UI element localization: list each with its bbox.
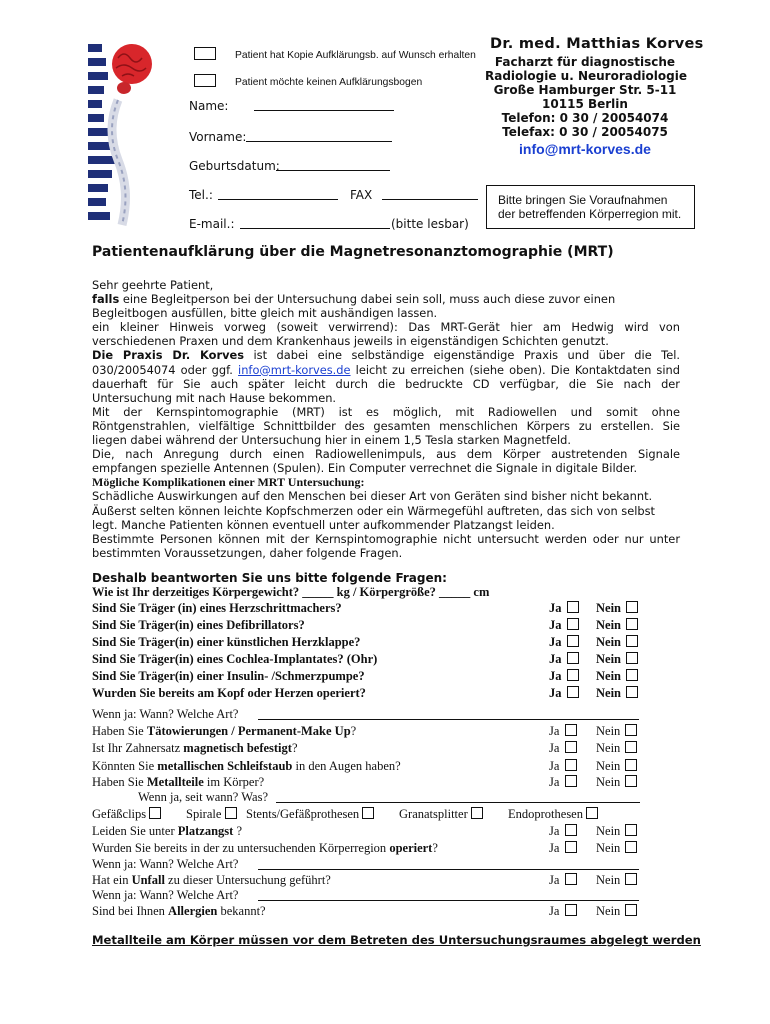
- nein-option[interactable]: Nein: [596, 741, 637, 756]
- nein-option[interactable]: Nein: [596, 775, 637, 790]
- nein-option[interactable]: Nein: [596, 635, 638, 650]
- endo-checkbox[interactable]: [586, 807, 598, 819]
- nein-checkbox[interactable]: [626, 635, 638, 647]
- when-what-field[interactable]: [258, 900, 639, 901]
- intro-line: Schädliche Auswirkungen auf den Menschen bei dieser Art von Geräten sind bisher nicht bekannt.: [92, 489, 653, 504]
- intro-line: dauerhaft für Sie auch später leicht durch die bedruckte CD verfügbar, die Sie nach der: [92, 376, 680, 391]
- nein-checkbox[interactable]: [625, 724, 637, 736]
- implant-granat[interactable]: Granatsplitter: [399, 807, 483, 822]
- intro-line: Untersuchung mit nach Hause bekommen.: [92, 390, 337, 405]
- vorname-field[interactable]: [246, 141, 392, 142]
- when-what-label: Wenn ja: Wann? Welche Art?: [92, 857, 239, 871]
- ja-option[interactable]: Ja: [549, 652, 579, 667]
- implant-clips[interactable]: Gefäßclips: [92, 807, 161, 822]
- intro-line: Die, nach Anregung durch einen Radiowellenimpuls, aus dem Körper austretenden Signale: [92, 447, 680, 462]
- tel-label: Tel.:: [189, 188, 213, 202]
- nein-checkbox[interactable]: [625, 873, 637, 885]
- when-what-label: Wenn ja: Wann? Welche Art?: [92, 707, 239, 721]
- ja-option[interactable]: Ja: [549, 724, 577, 739]
- ja-checkbox[interactable]: [565, 904, 577, 916]
- intro-line: empfangen spezielle Antennen (Spulen). Ein Computer verrechnet die Signale in digitale Bilder.: [92, 461, 638, 476]
- ja-checkbox[interactable]: [565, 841, 577, 853]
- ja-checkbox[interactable]: [567, 601, 579, 613]
- name-label: Name:: [189, 99, 229, 113]
- question-heart-valve: Sind Sie Träger(in) einer künstlichen Herzklappe?: [92, 635, 361, 649]
- doctor-fax: Telefax: 0 30 / 20054075: [502, 125, 668, 139]
- ja-option[interactable]: Ja: [549, 841, 577, 856]
- questions-heading: Deshalb beantworten Sie uns bitte folgende Fragen:: [92, 571, 447, 585]
- clips-checkbox[interactable]: [149, 807, 161, 819]
- doctor-email[interactable]: info@mrt-korves.de: [519, 141, 651, 157]
- no-form-checkbox[interactable]: [194, 74, 216, 87]
- name-field[interactable]: [254, 110, 394, 111]
- nein-option[interactable]: Nein: [596, 873, 637, 888]
- intro-line: Begleitbogen ausfüllen, bitte gleich mit aushändigen lassen.: [92, 306, 438, 321]
- ja-checkbox[interactable]: [567, 618, 579, 630]
- fax-field[interactable]: [382, 199, 478, 200]
- nein-option[interactable]: Nein: [596, 601, 638, 616]
- question-surgery-head-heart: Wurden Sie bereits am Kopf oder Herzen operiert?: [92, 686, 366, 700]
- geburtsdatum-label: Geburtsdatum:: [189, 159, 280, 173]
- ja-option[interactable]: Ja: [549, 824, 577, 839]
- nein-checkbox[interactable]: [625, 904, 637, 916]
- ja-option[interactable]: Ja: [549, 741, 577, 756]
- ja-option[interactable]: Ja: [549, 618, 579, 633]
- ja-option[interactable]: Ja: [549, 686, 579, 701]
- email-hint: (bitte lesbar): [391, 217, 469, 231]
- email-field[interactable]: [240, 228, 390, 229]
- ja-checkbox[interactable]: [567, 669, 579, 681]
- fax-label: FAX: [350, 188, 373, 202]
- question-defibrillator: Sind Sie Träger(in) eines Defibrillators?: [92, 618, 305, 632]
- ja-option[interactable]: Ja: [549, 601, 579, 616]
- nein-checkbox[interactable]: [625, 824, 637, 836]
- nein-checkbox[interactable]: [626, 669, 638, 681]
- ja-checkbox[interactable]: [565, 724, 577, 736]
- nein-checkbox[interactable]: [626, 601, 638, 613]
- since-when-field[interactable]: [276, 802, 640, 803]
- intro-line: falls eine Begleitperson bei der Untersuchung dabei sein soll, muss auch diese zuvor einen: [92, 292, 616, 307]
- intro-line: Röntgenstrahlen, vielfältige Schnittbilder des gesamten menschlichen Körpers zu erstellen. Sie: [92, 418, 680, 433]
- question-tattoo: Haben Sie Tätowierungen / Permanent-Make Up?: [92, 724, 357, 738]
- question-accident: Hat ein Unfall zu dieser Untersuchung geführt?: [92, 873, 331, 887]
- ja-checkbox[interactable]: [565, 775, 577, 787]
- nein-option[interactable]: Nein: [596, 904, 637, 919]
- ja-checkbox[interactable]: [567, 635, 579, 647]
- notice-box: [486, 185, 695, 229]
- ja-checkbox[interactable]: [565, 873, 577, 885]
- notice-line-2: der betreffenden Körperregion mit.: [498, 207, 682, 221]
- intro-text: [92, 278, 680, 560]
- logo-graphic: [88, 40, 158, 230]
- implant-spirale[interactable]: Spirale: [186, 807, 237, 822]
- when-what-field[interactable]: [258, 719, 639, 720]
- stents-checkbox[interactable]: [362, 807, 374, 819]
- nein-option[interactable]: Nein: [596, 841, 637, 856]
- ja-checkbox[interactable]: [567, 652, 579, 664]
- nein-checkbox[interactable]: [626, 618, 638, 630]
- vorname-label: Vorname:: [189, 130, 247, 144]
- intro-line: Mögliche Komplikationen einer MRT Untersuchung:: [92, 475, 365, 490]
- intro-line: Sehr geehrte Patient,: [92, 278, 214, 292]
- when-what-field[interactable]: [258, 869, 639, 870]
- question-cochlea: Sind Sie Träger(in) eines Cochlea-Implantates? (Ohr): [92, 652, 378, 666]
- weight-question[interactable]: Wie ist Ihr derzeitiges Körpergewicht? _____ kg / Körpergröße? _____ cm: [92, 585, 490, 599]
- implant-endo[interactable]: Endoprothesen: [508, 807, 598, 822]
- nein-option[interactable]: Nein: [596, 618, 638, 633]
- intro-line: bestimmten Voraussetzungen, daher folgende Fragen.: [92, 545, 403, 560]
- ja-option[interactable]: Ja: [549, 635, 579, 650]
- doctor-street: Große Hamburger Str. 5-11: [493, 83, 677, 97]
- ja-checkbox[interactable]: [565, 824, 577, 836]
- granat-checkbox[interactable]: [471, 807, 483, 819]
- nein-checkbox[interactable]: [625, 841, 637, 853]
- question-metal-parts: Haben Sie Metallteile im Körper?: [92, 775, 265, 789]
- ja-option[interactable]: Ja: [549, 759, 577, 774]
- footer-warning: Metallteile am Körper müssen vor dem Betreten des Untersuchungsraumes abgelegt werden: [92, 933, 701, 947]
- no-form-label: Patient möchte keinen Aufklärungsbogen: [235, 77, 423, 88]
- tel-field[interactable]: [218, 199, 338, 200]
- doctor-name: Dr. med. Matthias Korves: [490, 36, 704, 52]
- copy-received-checkbox[interactable]: [194, 47, 216, 60]
- nein-option[interactable]: Nein: [596, 669, 638, 684]
- question-claustrophobia: Leiden Sie unter Platzangst ?: [92, 824, 242, 838]
- email-label: E-mail.:: [189, 217, 235, 231]
- nein-option[interactable]: Nein: [596, 724, 637, 739]
- intro-line: Mit der Kernspintomographie (MRT) ist es möglich, mit Radiowellen und somit ohne: [92, 404, 680, 419]
- nein-checkbox[interactable]: [625, 741, 637, 753]
- intro-line: verschiedenen Praxen und dem Krankenhaus jeweils in eigenständigen Schichten genutzt.: [92, 334, 609, 349]
- implant-stents[interactable]: Stents/Gefäßprothesen: [246, 807, 374, 822]
- intro-line: liegen dabei während der Untersuchung hier in einem 1,5 Tesla starken Magnetfeld.: [92, 433, 572, 448]
- question-metal-dust: Könnten Sie metallischen Schleifstaub in den Augen haben?: [92, 759, 401, 773]
- intro-line: 030/20054074 oder ggf. info@mrt-korves.de leicht zu erreichen (siehe oben). Die Kontaktdaten sind: [92, 362, 680, 377]
- since-when-label: Wenn ja, seit wann? Was?: [138, 790, 269, 804]
- doctor-title-1: Facharzt für diagnostische: [494, 55, 676, 69]
- question-teeth: Ist Ihr Zahnersatz magnetisch befestigt?: [92, 741, 298, 755]
- practice-logo: [88, 40, 158, 230]
- intro-line: ein kleiner Hinweis vorweg (soweit verwirrend): Das MRT-Gerät hier am Hedwig wird von: [92, 320, 680, 335]
- nein-checkbox[interactable]: [626, 686, 638, 698]
- question-pacemaker: Sind Sie Träger (in) eines Herzschrittmachers?: [92, 601, 342, 615]
- email-link[interactable]: info@mrt-korves.de: [238, 362, 351, 377]
- when-what-label: Wenn ja: Wann? Welche Art?: [92, 888, 239, 902]
- intro-line: Die Praxis Dr. Korves ist dabei eine selbständige eigenständige Praxis und über die Tel.: [92, 348, 680, 363]
- nein-option[interactable]: Nein: [596, 759, 637, 774]
- nein-checkbox[interactable]: [625, 759, 637, 771]
- ja-option[interactable]: Ja: [549, 775, 577, 790]
- doctor-title-2: Radiologie u. Neuroradiologie: [485, 69, 687, 83]
- intro-line: legt. Manche Patienten können eventuell unter aufkommender Platzangst leiden.: [92, 517, 555, 532]
- question-region-surgery: Wurden Sie bereits in der zu untersuchenden Körperregion operiert?: [92, 841, 438, 855]
- ja-option[interactable]: Ja: [549, 904, 577, 919]
- ja-checkbox[interactable]: [565, 741, 577, 753]
- intro-line: Äußerst selten können leichte Kopfschmerzen oder ein Wärmegefühl auftreten, das sich von selbst: [92, 503, 656, 518]
- nein-checkbox[interactable]: [626, 652, 638, 664]
- ja-option[interactable]: Ja: [549, 669, 579, 684]
- doctor-phone: Telefon: 0 30 / 20054074: [501, 111, 669, 125]
- doctor-city: 10115 Berlin: [542, 97, 628, 111]
- ja-option[interactable]: Ja: [549, 873, 577, 888]
- ja-checkbox[interactable]: [567, 686, 579, 698]
- intro-line: Bestimmte Personen können mit der Kernspintomographie nicht untersucht werden oder nur unter: [92, 531, 680, 546]
- nein-checkbox[interactable]: [625, 775, 637, 787]
- nein-option[interactable]: Nein: [596, 686, 638, 701]
- question-pump: Sind Sie Träger(in) einer Insulin- /Schmerzpumpe?: [92, 669, 365, 683]
- notice-line-1: Bitte bringen Sie Voraufnahmen: [498, 193, 668, 207]
- geburtsdatum-field[interactable]: [276, 170, 390, 171]
- nein-option[interactable]: Nein: [596, 652, 638, 667]
- question-allergies: Sind bei Ihnen Allergien bekannt?: [92, 904, 266, 918]
- copy-received-label: Patient hat Kopie Aufklärungsb. auf Wunsch erhalten: [235, 50, 476, 61]
- spirale-checkbox[interactable]: [225, 807, 237, 819]
- page-heading: Patientenaufklärung über die Magnetresonanztomographie (MRT): [92, 244, 614, 260]
- ja-checkbox[interactable]: [565, 759, 577, 771]
- nein-option[interactable]: Nein: [596, 824, 637, 839]
